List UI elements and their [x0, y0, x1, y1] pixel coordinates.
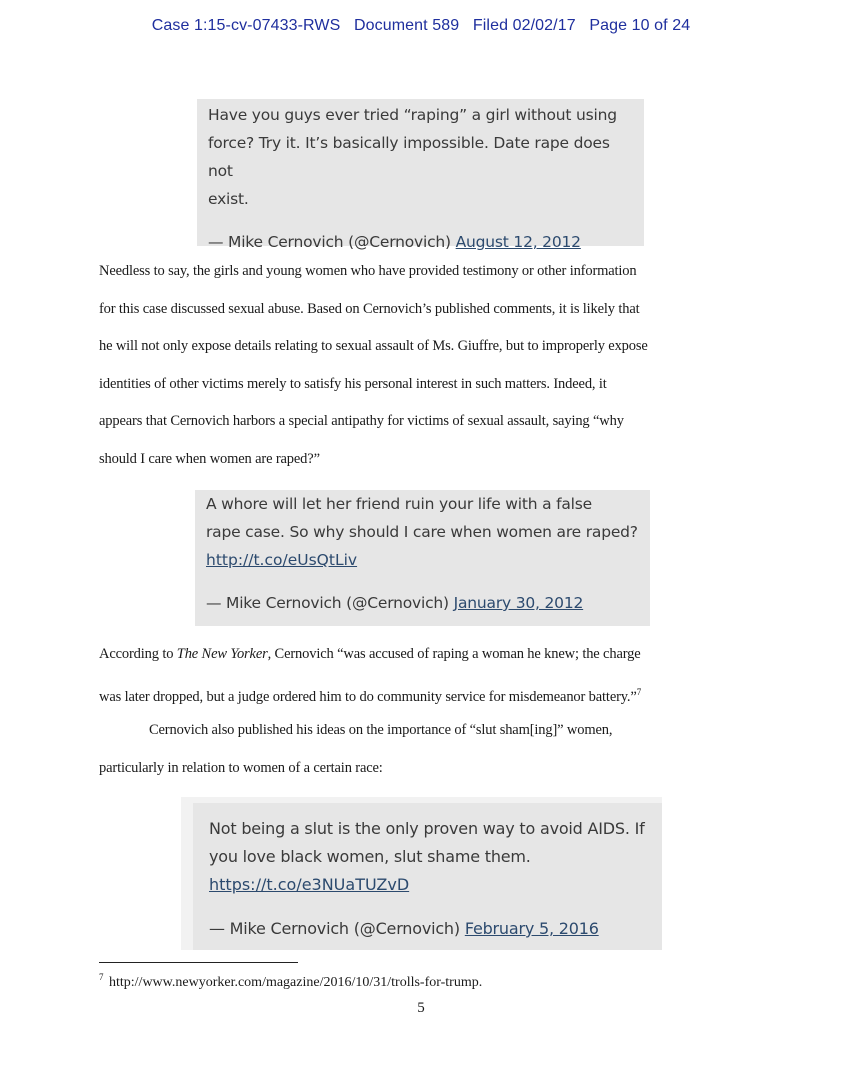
text-segment: According to — [99, 646, 177, 662]
footnote — [99, 968, 482, 992]
footnote-text: http://www.newyorker.com/magazine/2016/10/31/trolls-for-trump. — [105, 975, 483, 990]
paragraph-line — [99, 636, 749, 674]
publication-title: The New Yorker — [176, 646, 268, 662]
tweet-text-line: Have you guys ever tried “raping” a girl without using — [208, 106, 617, 124]
body-paragraph-3 — [99, 712, 749, 787]
tweet-attribution — [208, 228, 634, 256]
quoted-tweet-2 — [195, 490, 650, 626]
tweet-author: — Mike Cernovich (@Cernovich) — [209, 919, 460, 938]
paragraph-line: appears that Cernovich harbors a special antipathy for victims of sexual assault, saying “why — [99, 413, 624, 429]
tweet-text-line: exist. — [208, 190, 249, 208]
quoted-tweet-1 — [197, 99, 644, 251]
document-header: Case 1:15-cv-07433-RWS Document 589 Filed 02/02/17 Page 10 of 24 — [151, 17, 691, 34]
tweet-date-link[interactable]: February 5, 2016 — [464, 919, 599, 938]
paragraph-line: he will not only expose details relating to sexual assault of Ms. Giuffre, but to improperly expose — [99, 338, 648, 354]
text-segment: , Cernovich “was accused of raping a woman he knew; the charge — [267, 646, 641, 662]
footnote-divider — [99, 962, 298, 963]
page-number: 5 — [417, 1000, 425, 1016]
paragraph-line: for this case discussed sexual abuse. Based on Cernovich’s published comments, it is likely that — [99, 300, 640, 317]
paragraph-line: Cernovich also published his ideas on the importance of “slut sham[ing]” women, — [149, 722, 613, 738]
quoted-tweet-3 — [181, 797, 662, 950]
tweet-text-line: rape case. So why should I care when women are raped? — [206, 523, 638, 541]
tweet-date-link[interactable]: January 30, 2012 — [453, 594, 584, 612]
paragraph-line: should I care when women are raped?” — [99, 450, 320, 467]
footnote-number: 7 — [99, 972, 104, 982]
paragraph-line: identities of other victims merely to satisfy his personal interest in such matters. Indeed, it — [99, 375, 607, 392]
tweet-url-link[interactable]: https://t.co/e3NUaTUZvD — [209, 875, 410, 894]
tweet-author: — Mike Cernovich (@Cernovich) — [206, 594, 449, 612]
tweet-attribution — [206, 589, 640, 617]
tweet-date-link[interactable]: August 12, 2012 — [455, 233, 581, 251]
body-paragraph-2 — [99, 636, 749, 711]
tweet-text-line: you love black women, slut shame them. — [209, 847, 531, 866]
paragraph-line: particularly in relation to women of a certain race: — [99, 759, 383, 776]
text-segment: was later dropped, but a judge ordered him to do community service for misdemeanor battery.” — [99, 688, 637, 705]
body-paragraph-1 — [99, 253, 749, 478]
tweet-url-link[interactable]: http://t.co/eUsQtLiv — [206, 551, 358, 569]
tweet-text-line: A whore will let her friend ruin your life with a false — [206, 495, 592, 513]
paragraph-line: Needless to say, the girls and young women who have provided testimony or other information — [99, 263, 637, 279]
tweet-author: — Mike Cernovich (@Cernovich) — [208, 233, 451, 251]
tweet-attribution — [209, 915, 652, 943]
tweet-text-line: Not being a slut is the only proven way to avoid AIDS. If — [209, 819, 645, 838]
paragraph-line — [99, 674, 749, 712]
tweet-text-line: force? Try it. It’s basically impossible. Date rape does not — [208, 134, 610, 180]
footnote-reference[interactable]: 7 — [636, 686, 642, 697]
